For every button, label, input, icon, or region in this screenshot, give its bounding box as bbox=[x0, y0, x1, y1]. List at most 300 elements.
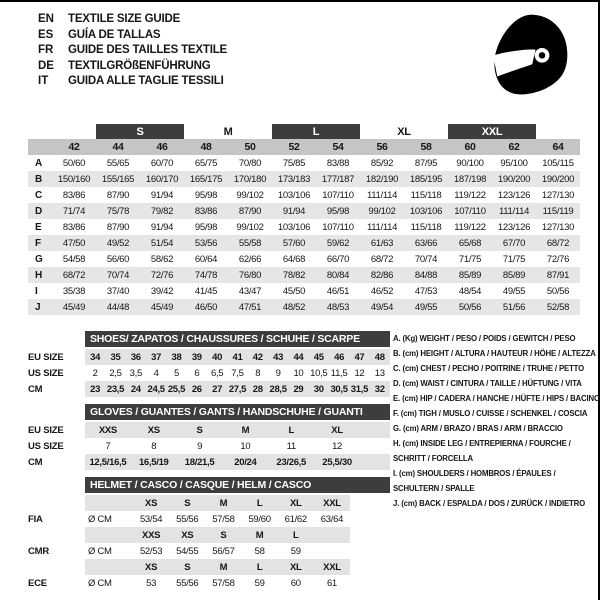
size-cell: S bbox=[196, 424, 203, 436]
row-letter: I bbox=[35, 285, 38, 297]
size-group-header-cell: XL bbox=[397, 125, 411, 138]
section-row bbox=[28, 511, 390, 527]
measurement-legend bbox=[393, 331, 600, 511]
language-code: DE bbox=[38, 59, 54, 72]
size-value-cell: 115/118 bbox=[410, 189, 442, 201]
size-cell: 24,5 bbox=[147, 383, 165, 395]
size-value-cell: 49/52 bbox=[96, 235, 140, 251]
size-value-cell: 123/126 bbox=[497, 189, 531, 201]
size-value-cell: 50/56 bbox=[546, 285, 570, 297]
size-value-cell: 83/86 bbox=[62, 221, 86, 233]
size-cell: 28 bbox=[252, 383, 263, 395]
size-value-cell: 46/52 bbox=[370, 285, 394, 297]
row-cells bbox=[85, 495, 350, 511]
size-cell: 42 bbox=[252, 351, 263, 363]
size-cell: S bbox=[184, 561, 191, 573]
size-cell: 3,5 bbox=[129, 367, 142, 379]
size-value-cell: 41/45 bbox=[194, 285, 218, 297]
size-value-cell: 127/130 bbox=[541, 189, 575, 201]
row-cells bbox=[85, 575, 350, 591]
size-value-cell: 190/200 bbox=[492, 171, 536, 187]
size-cell: 55/56 bbox=[176, 577, 199, 589]
size-cell: 12,5/16,5 bbox=[89, 456, 127, 468]
size-cell: 26 bbox=[191, 383, 202, 395]
size-column-header: 54 bbox=[316, 139, 360, 155]
size-cell: 60 bbox=[290, 577, 301, 589]
guide-title: GUIDE DES TAILLES TEXTILE bbox=[68, 44, 227, 56]
size-value-cell: 87/95 bbox=[414, 157, 438, 169]
legend-item bbox=[393, 391, 600, 406]
row-label: US SIZE bbox=[28, 440, 64, 452]
size-value-cell: 37/40 bbox=[106, 285, 130, 297]
legend-item bbox=[393, 331, 600, 346]
legend-line: C. (cm) CHEST / PECHO / POITRINE / TRUHE / PETTO bbox=[393, 364, 585, 373]
size-cell: 23 bbox=[90, 383, 101, 395]
size-column-header: 64 bbox=[536, 139, 580, 155]
size-value-cell: 67/70 bbox=[492, 235, 536, 251]
size-column-header: 42 bbox=[52, 139, 96, 155]
legend-line: SCHRITT / FORCELLA bbox=[393, 454, 474, 463]
size-value-cell: 72/76 bbox=[546, 253, 570, 265]
gloves-section bbox=[28, 404, 390, 470]
size-value-cell: 63/66 bbox=[404, 235, 448, 251]
size-value-cell: 78/82 bbox=[272, 267, 316, 283]
size-value-cell: 45/49 bbox=[52, 299, 96, 315]
size-group-header-cell: M bbox=[223, 125, 233, 138]
size-value-cell: 95/100 bbox=[500, 157, 528, 169]
size-cell: 32 bbox=[374, 383, 385, 395]
size-cell: 39 bbox=[191, 351, 202, 363]
language-code: ES bbox=[38, 28, 54, 41]
row-cells bbox=[85, 349, 390, 365]
size-cell: 38 bbox=[171, 351, 182, 363]
size-cell: 7 bbox=[105, 440, 111, 452]
size-value-cell: 47/50 bbox=[52, 235, 96, 251]
size-cell: 34 bbox=[90, 351, 101, 363]
size-cell: 61 bbox=[326, 577, 337, 589]
size-value-cell: 103/106 bbox=[277, 221, 311, 233]
size-column-header: 62 bbox=[492, 139, 536, 155]
row-letter: C bbox=[35, 189, 42, 201]
size-value-cell: 87/90 bbox=[106, 189, 130, 201]
size-cell: XXL bbox=[323, 561, 341, 573]
size-value-cell: 74/78 bbox=[184, 267, 228, 283]
size-cell: M bbox=[255, 529, 264, 541]
size-value-cell: 185/195 bbox=[404, 171, 448, 187]
size-cell: 11 bbox=[286, 440, 296, 452]
size-value-cell: 107/110 bbox=[322, 189, 354, 201]
size-cell: XS bbox=[145, 497, 158, 509]
legend-line: J. (cm) BACK / ESPALDA / DOS / ZURÜCK / INDIETRO bbox=[393, 499, 586, 508]
size-cell: 8 bbox=[255, 367, 261, 379]
size-cell: 55/56 bbox=[176, 513, 199, 525]
size-value-cell: 59/62 bbox=[316, 235, 360, 251]
size-cell: 6 bbox=[194, 367, 200, 379]
size-value-cell: 80/84 bbox=[316, 267, 360, 283]
size-value-cell: 70/80 bbox=[238, 157, 262, 169]
size-cell: 57/58 bbox=[212, 513, 235, 525]
size-value-cell: 111/114 bbox=[366, 189, 398, 201]
size-cell: 10 bbox=[240, 440, 251, 452]
size-value-cell: 65/75 bbox=[194, 157, 218, 169]
legend-line: SCHULTERN / SPALLE bbox=[393, 484, 475, 493]
size-value-cell: 150/160 bbox=[52, 171, 96, 187]
size-column-header: 46 bbox=[140, 139, 184, 155]
legend-line: H. (cm) INSIDE LEG / ENTREPIERNA / FOURCHE / bbox=[393, 439, 571, 448]
size-cell: 11,5 bbox=[330, 367, 348, 379]
row-letter: E bbox=[35, 221, 42, 233]
language-row bbox=[38, 12, 227, 28]
size-cell: 59/60 bbox=[248, 513, 271, 525]
size-cell: 59 bbox=[290, 545, 301, 557]
size-value-cell: 45/50 bbox=[282, 285, 306, 297]
language-row bbox=[38, 43, 227, 59]
size-column-header: 50 bbox=[228, 139, 272, 155]
size-cell: 16,5/19 bbox=[138, 456, 169, 468]
section-title-bar: SHOES/ ZAPATOS / CHAUSSURES / SCHUHE / SCARPE bbox=[85, 331, 390, 347]
size-value-cell: 87/90 bbox=[228, 203, 272, 219]
size-cell: 4 bbox=[153, 367, 159, 379]
size-value-cell: 123/126 bbox=[497, 221, 531, 233]
section-title-bar: HELMET / CASCO / CASQUE / HELM / CASCO bbox=[85, 477, 390, 493]
size-value-cell: 90/100 bbox=[456, 157, 484, 169]
measurement-row bbox=[28, 155, 580, 171]
helmet-section bbox=[28, 477, 390, 591]
row-letter: D bbox=[28, 203, 52, 219]
size-cell: 9 bbox=[275, 367, 281, 379]
size-group-header-cell: S bbox=[96, 124, 184, 139]
language-title-list bbox=[38, 12, 227, 90]
size-cell: 59 bbox=[254, 577, 265, 589]
size-cell: 23/26,5 bbox=[276, 456, 307, 468]
row-label: US SIZE bbox=[28, 367, 64, 379]
size-cell: L bbox=[293, 529, 299, 541]
legend-item bbox=[393, 376, 600, 391]
measurement-row bbox=[28, 235, 580, 251]
size-value-cell: 44/48 bbox=[96, 299, 140, 315]
size-value-cell: 79/82 bbox=[140, 203, 184, 219]
size-column-header: 58 bbox=[404, 139, 448, 155]
legend-item bbox=[393, 436, 600, 466]
size-column-header: 60 bbox=[448, 139, 492, 155]
section-row bbox=[28, 365, 390, 381]
row-label: ECE bbox=[28, 577, 47, 589]
size-value-cell: 49/55 bbox=[502, 285, 526, 297]
size-cell: 29 bbox=[293, 383, 304, 395]
language-row bbox=[38, 59, 227, 75]
size-cell: 8 bbox=[151, 440, 157, 452]
size-group-header-cell bbox=[536, 124, 580, 139]
size-value-cell: 55/65 bbox=[106, 157, 130, 169]
size-cell: 30,5 bbox=[330, 383, 348, 395]
row-letter: H bbox=[28, 267, 52, 283]
size-header-row bbox=[28, 139, 580, 155]
textile-size-table bbox=[28, 124, 580, 315]
size-cell: 61/62 bbox=[284, 513, 307, 525]
page-border-top bbox=[0, 0, 600, 2]
legend-item bbox=[393, 346, 600, 361]
size-value-cell: 119/122 bbox=[454, 189, 486, 201]
size-value-cell: 70/74 bbox=[96, 267, 140, 283]
size-value-cell: 60/70 bbox=[150, 157, 174, 169]
row-letter: A bbox=[35, 157, 42, 169]
size-cell: 2,5 bbox=[109, 367, 122, 379]
legend-line: B. (cm) HEIGHT / ALTURA / HAUTEUR / HÖHE / ALTEZZA bbox=[393, 349, 596, 358]
size-cell: 56/57 bbox=[212, 545, 235, 557]
section-row bbox=[28, 349, 390, 365]
size-value-cell: 66/70 bbox=[326, 253, 350, 265]
size-value-cell: 62/66 bbox=[238, 253, 262, 265]
row-cells bbox=[85, 559, 350, 575]
size-cell: 53 bbox=[146, 577, 157, 589]
size-column-header: 48 bbox=[184, 139, 228, 155]
size-cell: M bbox=[219, 561, 228, 573]
language-code: FR bbox=[38, 44, 54, 56]
legend-line: E. (cm) HIP / CADERA / HANCHE / HÜFTE / HIPS / BACINO bbox=[393, 394, 600, 403]
size-cell: 9 bbox=[197, 440, 203, 452]
size-cell: XL bbox=[290, 561, 302, 573]
row-cells bbox=[85, 381, 390, 397]
row-label: EU SIZE bbox=[28, 351, 64, 363]
size-value-cell: 54/58 bbox=[62, 253, 86, 265]
size-cell: 47 bbox=[354, 351, 365, 363]
size-value-cell: 190/200 bbox=[536, 171, 580, 187]
measurement-row bbox=[28, 267, 580, 283]
size-value-cell: 91/94 bbox=[150, 189, 174, 201]
size-cell: XS bbox=[147, 424, 160, 436]
legend-item bbox=[393, 496, 600, 511]
size-group-header-cell: L bbox=[272, 124, 360, 139]
size-column-header: 52 bbox=[272, 139, 316, 155]
size-value-cell: 87/90 bbox=[106, 221, 130, 233]
row-cells bbox=[85, 527, 350, 543]
guide-title: GUIDA ALLE TAGLIE TESSILI bbox=[68, 75, 224, 87]
size-cell: 31,5 bbox=[350, 383, 369, 395]
size-value-cell: 49/54 bbox=[360, 299, 404, 315]
size-cell: XS bbox=[145, 561, 158, 573]
size-cell: 46 bbox=[334, 351, 345, 363]
size-value-cell: 60/64 bbox=[194, 253, 218, 265]
size-cell: Ø CM bbox=[88, 545, 112, 557]
size-value-cell: 95/98 bbox=[194, 221, 218, 233]
size-group-row bbox=[28, 124, 580, 139]
measurement-row bbox=[28, 283, 580, 299]
size-cell: 12 bbox=[354, 367, 365, 379]
size-value-cell: 72/76 bbox=[140, 267, 184, 283]
size-value-cell: 155/165 bbox=[96, 171, 140, 187]
size-value-cell: 87/91 bbox=[536, 267, 580, 283]
section-row bbox=[28, 559, 390, 575]
row-label: FIA bbox=[28, 513, 43, 525]
row-label: CMR bbox=[28, 545, 50, 557]
size-cell: 18/21,5 bbox=[184, 456, 215, 468]
size-value-cell: 46/51 bbox=[326, 285, 350, 297]
size-cell: XS bbox=[181, 529, 194, 541]
legend-item bbox=[393, 466, 600, 496]
size-value-cell: 50/60 bbox=[62, 157, 86, 169]
size-value-cell: 82/86 bbox=[360, 267, 404, 283]
size-value-cell: 111/114 bbox=[366, 221, 398, 233]
measurement-row bbox=[28, 203, 580, 219]
size-value-cell: 91/94 bbox=[272, 203, 316, 219]
size-cell: 27,5 bbox=[228, 383, 247, 395]
size-value-cell: 50/56 bbox=[448, 299, 492, 315]
size-value-cell: 75/85 bbox=[282, 157, 306, 169]
size-value-cell: 91/94 bbox=[150, 221, 174, 233]
size-value-cell: 47/53 bbox=[414, 285, 438, 297]
size-cell: 25,5/30 bbox=[322, 456, 352, 468]
size-cell: 12 bbox=[332, 440, 343, 452]
size-cell: 35 bbox=[110, 351, 121, 363]
size-cell: XL bbox=[331, 424, 343, 436]
size-value-cell: 71/75 bbox=[458, 253, 482, 265]
size-cell: 57/58 bbox=[212, 577, 235, 589]
size-value-cell: 115/118 bbox=[410, 221, 442, 233]
guide-title: GUÍA DE TALLAS bbox=[68, 28, 161, 41]
size-value-cell: 46/50 bbox=[184, 299, 228, 315]
language-row bbox=[38, 74, 227, 90]
language-code: EN bbox=[38, 13, 54, 25]
size-value-cell: 160/170 bbox=[140, 171, 184, 187]
size-value-cell: 95/98 bbox=[194, 189, 218, 201]
size-value-cell: 99/102 bbox=[360, 203, 404, 219]
size-value-cell: 47/51 bbox=[228, 299, 272, 315]
size-cell: 45 bbox=[313, 351, 324, 363]
size-cell: L bbox=[288, 424, 294, 436]
measurement-row bbox=[28, 299, 580, 315]
size-value-cell: 57/60 bbox=[272, 235, 316, 251]
measurement-row bbox=[28, 219, 580, 235]
size-group-header-cell bbox=[28, 124, 96, 139]
size-cell: 41 bbox=[232, 351, 243, 363]
size-cell: 6,5 bbox=[210, 367, 224, 379]
row-letter: G bbox=[35, 253, 43, 265]
size-cell: 63/64 bbox=[320, 513, 344, 525]
size-cell: 28,5 bbox=[269, 383, 287, 395]
size-cell: 58 bbox=[254, 545, 265, 557]
size-value-cell: 85/92 bbox=[370, 157, 394, 169]
section-row bbox=[28, 438, 390, 454]
row-cells bbox=[85, 422, 390, 438]
size-value-cell: 43/47 bbox=[238, 285, 262, 297]
size-cell: 25,5 bbox=[167, 383, 186, 395]
size-value-cell: 64/68 bbox=[282, 253, 306, 265]
size-value-cell: 103/106 bbox=[404, 203, 448, 219]
size-cell: 10,5 bbox=[310, 367, 328, 379]
size-cell: XL bbox=[290, 497, 302, 509]
size-cell: L bbox=[256, 497, 263, 509]
size-value-cell: 127/130 bbox=[541, 221, 575, 233]
measurement-row bbox=[28, 171, 580, 187]
size-value-cell: 83/86 bbox=[184, 203, 228, 219]
size-value-cell: 115/119 bbox=[536, 203, 580, 219]
size-value-cell: 83/86 bbox=[62, 189, 86, 201]
size-value-cell: 182/190 bbox=[360, 171, 404, 187]
row-cells bbox=[85, 454, 390, 470]
size-column-header: 56 bbox=[360, 139, 404, 155]
size-value-cell: 107/110 bbox=[448, 203, 492, 219]
guide-title: TEXTILE SIZE GUIDE bbox=[68, 13, 181, 25]
size-value-cell: 51/54 bbox=[140, 235, 184, 251]
size-column-header: 44 bbox=[96, 139, 140, 155]
size-value-cell: 68/72 bbox=[52, 267, 96, 283]
row-cells bbox=[85, 543, 350, 559]
row-letter: J bbox=[28, 299, 52, 315]
row-cells bbox=[85, 365, 390, 381]
size-value-cell: 48/52 bbox=[272, 299, 316, 315]
size-cell: 30 bbox=[313, 383, 324, 395]
size-cell: 2 bbox=[92, 367, 98, 379]
size-cell: 27 bbox=[212, 383, 223, 395]
section-row bbox=[28, 543, 390, 559]
section-row bbox=[28, 527, 390, 543]
size-cell: 53/54 bbox=[139, 513, 163, 525]
size-cell: Ø CM bbox=[88, 577, 112, 589]
shoes-section bbox=[28, 331, 390, 397]
row-label: CM bbox=[28, 456, 43, 468]
section-row bbox=[28, 422, 390, 438]
size-value-cell: 45/49 bbox=[140, 299, 184, 315]
language-code: IT bbox=[38, 75, 49, 87]
size-cell: S bbox=[184, 497, 191, 509]
size-value-cell: 111/114 bbox=[492, 203, 536, 219]
size-value-cell: 55/58 bbox=[228, 235, 272, 251]
language-row bbox=[38, 28, 227, 44]
size-cell: 44 bbox=[293, 351, 304, 363]
size-cell: Ø CM bbox=[88, 513, 112, 525]
size-cell: 13 bbox=[374, 367, 385, 379]
legend-line: A. (Kg) WEIGHT / PESO / POIDS / GEWITCH / PESO bbox=[393, 334, 576, 343]
size-cell: 7,5 bbox=[231, 367, 244, 379]
size-value-cell: 165/175 bbox=[184, 171, 228, 187]
section-row bbox=[28, 495, 390, 511]
row-letter: F bbox=[28, 235, 52, 251]
size-cell: XXL bbox=[323, 497, 341, 509]
size-value-cell: 84/88 bbox=[404, 267, 448, 283]
section-row bbox=[28, 575, 390, 591]
size-cell: 54/55 bbox=[176, 545, 199, 557]
size-value-cell: 75/78 bbox=[96, 203, 140, 219]
size-value-cell: 58/62 bbox=[150, 253, 174, 265]
size-cell: 5 bbox=[173, 367, 179, 379]
size-value-cell: 105/115 bbox=[542, 157, 574, 169]
size-value-cell: 177/187 bbox=[316, 171, 360, 187]
legend-line: G. (cm) ARM / BRAZO / BRAS / ARM / BRACCIO bbox=[393, 424, 563, 433]
size-value-cell: 51/56 bbox=[492, 299, 536, 315]
size-cell: M bbox=[241, 424, 250, 436]
row-cells bbox=[85, 438, 390, 454]
size-value-cell: 70/74 bbox=[414, 253, 438, 265]
measurement-row bbox=[28, 187, 580, 203]
size-cell: M bbox=[219, 497, 228, 509]
size-value-cell: 48/53 bbox=[316, 299, 360, 315]
size-cell: 37 bbox=[151, 351, 162, 363]
size-value-cell: 56/60 bbox=[106, 253, 130, 265]
measurement-row bbox=[28, 251, 580, 267]
size-value-cell: 49/55 bbox=[404, 299, 448, 315]
size-value-cell: 71/75 bbox=[502, 253, 526, 265]
size-value-cell: 61/63 bbox=[360, 235, 404, 251]
section-title-bar: GLOVES / GUANTES / GANTS / HANDSCHUHE / GUANTI bbox=[85, 404, 390, 420]
size-cell: 23,5 bbox=[106, 383, 125, 395]
row-label: CM bbox=[28, 383, 43, 395]
size-group-header-cell: XXL bbox=[448, 124, 536, 139]
corner-cell bbox=[28, 139, 52, 155]
size-value-cell: 53/56 bbox=[184, 235, 228, 251]
size-value-cell: 52/58 bbox=[536, 299, 580, 315]
size-cell: XXS bbox=[98, 424, 117, 436]
size-value-cell: 103/106 bbox=[277, 189, 311, 201]
